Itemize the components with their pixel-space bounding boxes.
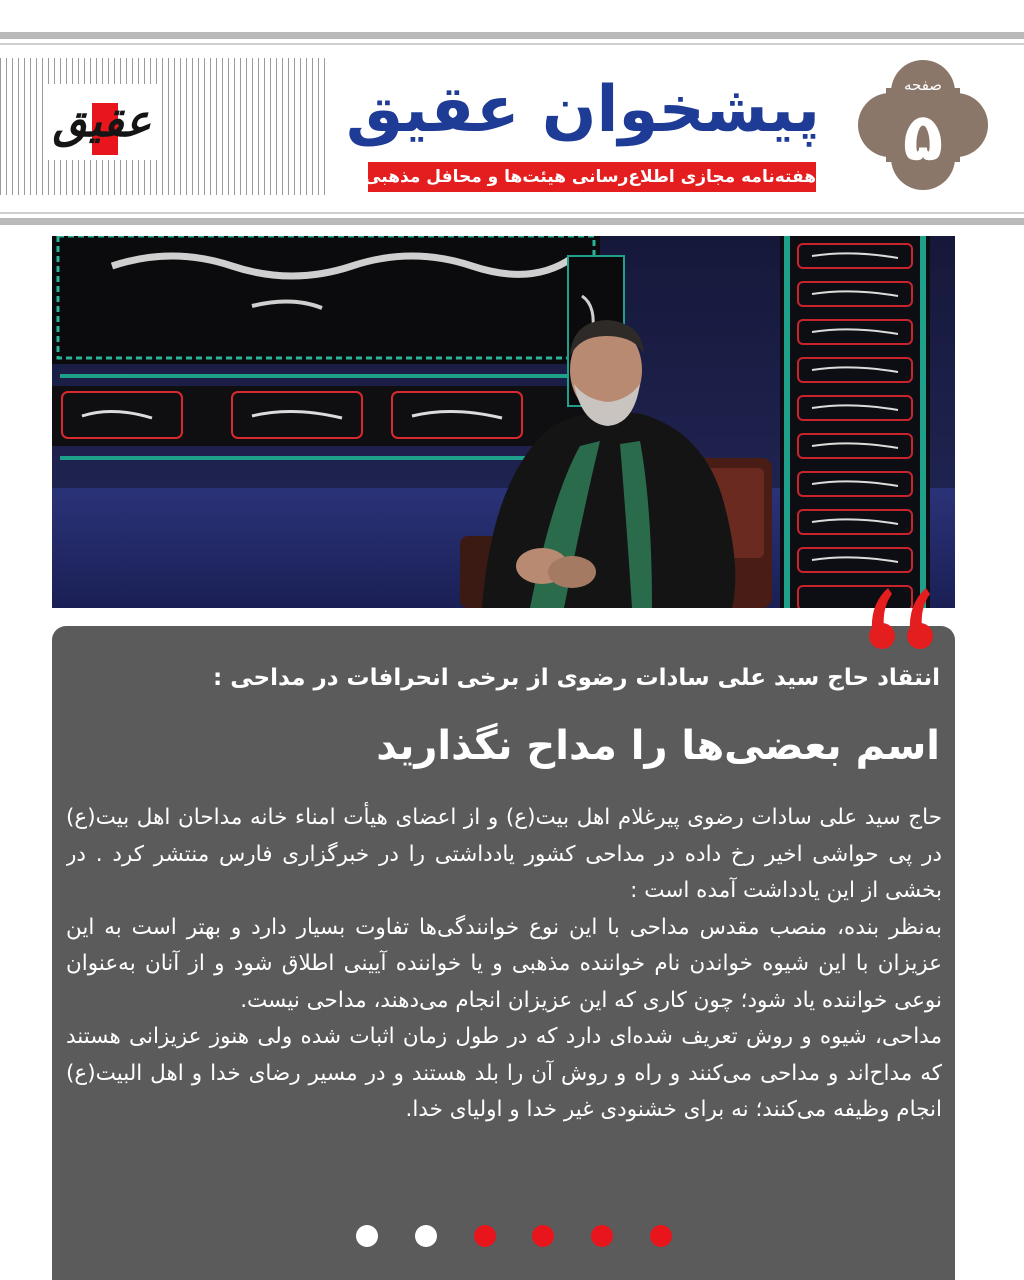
header-bottom-thin-rule	[0, 212, 1024, 214]
pagination-dot[interactable]	[532, 1225, 554, 1247]
pagination-dot[interactable]	[474, 1225, 496, 1247]
article-kicker: انتقاد حاج سید علی سادات رضوی از برخی انحرافات در مداحی :	[213, 665, 940, 691]
header-bottom-rule	[0, 218, 1024, 225]
pagination-dot[interactable]	[650, 1225, 672, 1247]
article-paragraph: حاج سید علی سادات رضوی پیرغلام اهل بیت(ع) و از اعضای هیأت امناء خانه مداحان اهل بیت(ع) در پی حواشی اخیر رخ داده در مداحی کشور یادداشتی را در خبرگزاری فارس منتشر کرد . در بخشی از این یادداشت آمده است :	[66, 805, 942, 903]
pagination-dot[interactable]	[415, 1225, 437, 1247]
article-photo	[52, 236, 955, 608]
article-headline: اسم بعضی‌ها را مداح نگذارید	[376, 723, 940, 769]
quote-mark-icon	[862, 584, 942, 654]
header-top-thin-rule	[0, 43, 1024, 45]
publication-title: پیشخوان عقیق	[346, 73, 820, 147]
pagination-dot[interactable]	[356, 1225, 378, 1247]
page-number: ۵	[902, 99, 944, 176]
article-paragraph: مداحی، شیوه و روش تعریف شده‌ای دارد که در طول زمان اثبات شده ولی هنوز عزیزانی هستند که مداح‌اند و مداحی می‌کنند و راه و روش آن را بلد هستند و در مسیر رضای خدا و اهل البیت(ع) انجام وظیفه می‌کنند؛ نه برای خشنودی غیر خدا و اولیای خدا.	[66, 1024, 942, 1122]
header-top-rule	[0, 32, 1024, 39]
page-label: صفحه	[903, 76, 943, 94]
pagination-dot[interactable]	[591, 1225, 613, 1247]
article-body	[66, 800, 942, 1200]
portrait-photo-icon	[52, 236, 955, 608]
brand-logo-text: عقیق	[52, 96, 152, 147]
publication-subtitle: هفته‌نامه مجازی اطلاع‌رسانی هیئت‌ها و محافل مذهبی	[368, 162, 816, 192]
carousel-pagination	[356, 1224, 672, 1248]
article-paragraph: به‌نظر بنده، منصب مقدس مداحی با این نوع خوانندگی‌ها تفاوت بسیار دارد و بهتر است به این عزیزان با این شیوه خواندن نام خواننده مذهبی و یا خواننده آیینی اطلاق شود و از آنان به‌عنوان نوعی خواننده یاد شود؛ چون کاری که این عزیزان انجام می‌دهند، مداحی نیست.	[66, 914, 942, 1013]
